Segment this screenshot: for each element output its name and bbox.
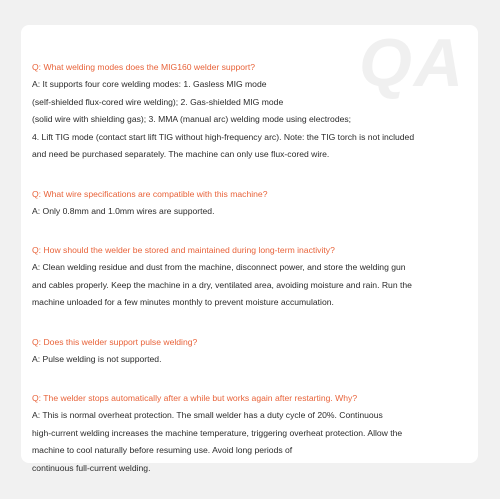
- answer-text: continuous full-current welding.: [32, 462, 151, 473]
- qa-item: [32, 390, 468, 477]
- answer-text: A: It supports four core welding modes: 1. Gasless MIG mode: [32, 79, 267, 89]
- qa-item: [32, 334, 468, 369]
- answer-text: machine unloaded for a few minutes monthly to prevent moisture accumulation.: [32, 297, 334, 307]
- qa-item: [32, 59, 468, 164]
- answer-text: and need be purchased separately. The machine can only use flux-cored wire.: [32, 149, 330, 159]
- qa-card: [21, 25, 478, 473]
- answer-text: high-current welding increases the machine temperature, triggering overheat protection. Allow the: [32, 427, 403, 438]
- question-text: Q: Does this welder support pulse welding?: [32, 336, 198, 347]
- answer-text: (solid wire with shielding gas); 3. MMA (manual arc) welding mode using electrodes;: [32, 114, 352, 124]
- answer-text: (self-shielded flux-cored wire welding); 2. Gas-shielded MIG mode: [32, 96, 284, 107]
- answer-text: and cables properly. Keep the machine in a dry, ventilated area, avoiding moisture and rain. Run the: [32, 279, 412, 290]
- answer-text: 4. Lift TIG mode (contact start lift TIG without high-frequency arc). Note: the TIG torch is not included: [32, 131, 415, 142]
- answer-text: machine to cool naturally before resuming use. Avoid long periods of: [32, 445, 293, 455]
- qa-watermark: QA: [359, 25, 465, 101]
- answer-text: A: Pulse welding is not supported.: [32, 353, 162, 364]
- qa-list: [32, 59, 468, 499]
- answer-text: A: This is normal overheat protection. The small welder has a duty cycle of 20%. Continuous: [32, 410, 383, 420]
- qa-item: [32, 242, 468, 312]
- question-text: Q: What wire specifications are compatible with this machine?: [32, 188, 268, 199]
- answer-text: A: Clean welding residue and dust from the machine, disconnect power, and store the welding gun: [32, 262, 406, 272]
- qa-item: [32, 186, 468, 221]
- question-text: Q: What welding modes does the MIG160 welder support?: [32, 62, 256, 72]
- answer-text: A: Only 0.8mm and 1.0mm wires are supported.: [32, 205, 215, 216]
- question-text: Q: The welder stops automatically after a while but works again after restarting. Why?: [32, 393, 358, 403]
- question-text: Q: How should the welder be stored and maintained during long-term inactivity?: [32, 245, 335, 255]
